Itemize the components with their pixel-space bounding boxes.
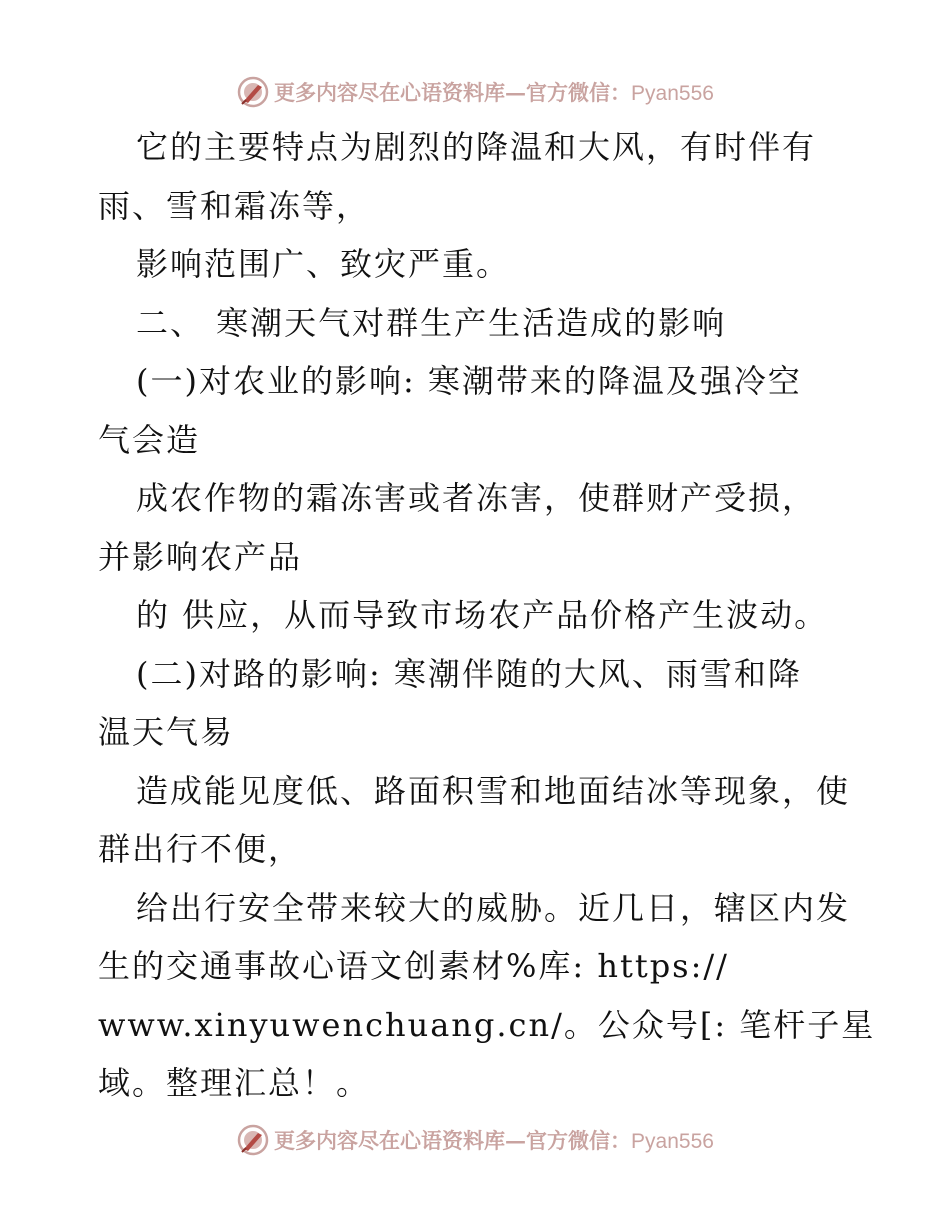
text-line: (二)对路的影响: 寒潮伴随的大风、雨雪和降 bbox=[136, 654, 802, 693]
banner-dash: — bbox=[505, 1128, 527, 1153]
text-line: 成农作物的霜冻害或者冻害，使群财产受损， bbox=[136, 479, 817, 517]
quill-logo-icon bbox=[236, 1123, 270, 1157]
text-line: 给出行安全带来较大的威胁。近几日，辖区内发 bbox=[136, 888, 851, 927]
text-line: (一)对农业的影响: 寒潮带来的降温及强冷空 bbox=[136, 362, 802, 400]
text-line: 气会造 bbox=[98, 420, 201, 459]
banner-wechat-label: 官方微信： bbox=[526, 1128, 632, 1153]
text-line: www.xinyuwenchuang.cn/。公众号[: 笔杆子星 bbox=[98, 1005, 876, 1044]
banner-wechat-id: Pyan556 bbox=[631, 82, 714, 105]
text-line: 雨、雪和霜冻等， bbox=[98, 186, 371, 225]
text-line: 生的交通事故心语文创素材%库: https:// bbox=[98, 947, 729, 985]
text-line: 群出行不便， bbox=[98, 830, 303, 868]
text-line: 的 供应，从而导致市场农产品价格产生波动。 bbox=[136, 596, 829, 634]
text-line: 造成能见度低、路面积雪和地面结冰等现象，使 bbox=[136, 771, 851, 810]
text-line: 并影响农产品 bbox=[98, 537, 303, 576]
banner-wechat-id: Pyan556 bbox=[631, 1130, 714, 1153]
text-line: 温天气易 bbox=[98, 713, 235, 751]
text-line: 它的主要特点为剧烈的降温和大风，有时伴有 bbox=[136, 128, 817, 166]
header-banner bbox=[0, 72, 950, 112]
banner-dash: — bbox=[505, 80, 527, 105]
quill-logo-icon bbox=[236, 75, 270, 109]
text-line: 二、 寒潮天气对群生产生活造成的影响 bbox=[136, 303, 727, 342]
footer-banner bbox=[0, 1120, 950, 1160]
text-line: 域。整理汇总！。 bbox=[98, 1064, 371, 1102]
document-body bbox=[98, 118, 876, 1113]
text-line: 影响范围广、致灾严重。 bbox=[136, 245, 511, 283]
banner-title: 更多内容尽在心语资料库 bbox=[274, 80, 506, 105]
banner-wechat-label: 官方微信： bbox=[526, 80, 632, 105]
banner-title: 更多内容尽在心语资料库 bbox=[274, 1128, 506, 1153]
